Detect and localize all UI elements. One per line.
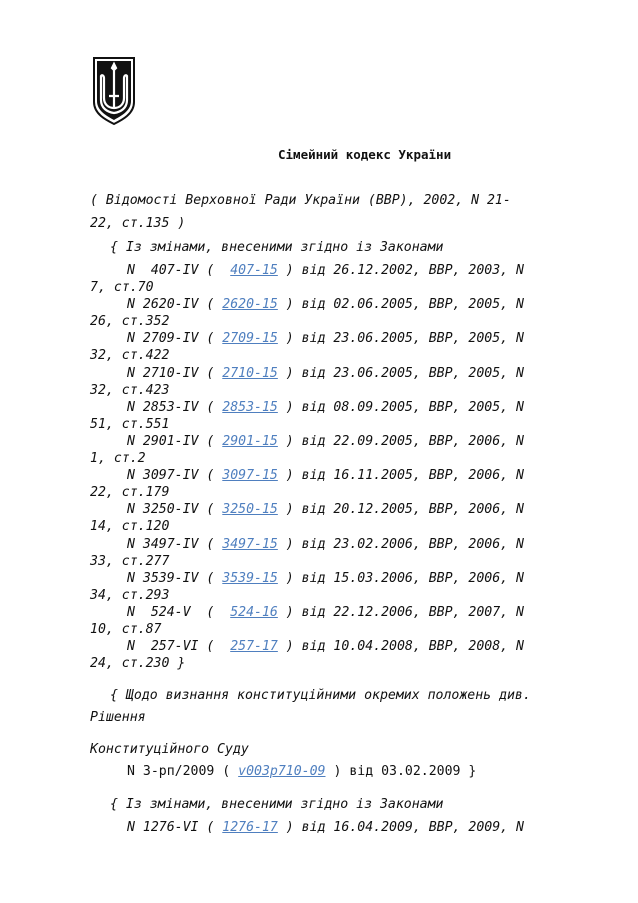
amendment-link[interactable]: 2709-15	[222, 331, 278, 346]
amendment-link[interactable]: 3497-15	[222, 537, 278, 552]
amendment-continuation: 24, ст.230 }	[90, 656, 186, 671]
amendment-continuation: 22, ст.179	[90, 485, 170, 500]
amendment-link[interactable]: 2901-15	[222, 434, 278, 449]
amendment-row	[127, 434, 524, 450]
amendment-suffix: ) від 16.11.2005, ВВР, 2006, N	[277, 468, 524, 483]
amendment-row	[127, 537, 524, 553]
amendment-prefix: N 2901-IV (	[127, 434, 223, 449]
decision-suffix: ) від 03.02.2009 }	[325, 764, 477, 779]
amendment-link[interactable]: 2853-15	[222, 400, 278, 415]
amendment-prefix: N 524-V (	[127, 605, 231, 620]
amendment-prefix: N 2853-IV (	[127, 400, 223, 415]
decision-link[interactable]: v003p710-09	[238, 764, 326, 779]
ukraine-trident-emblem-icon	[90, 56, 138, 126]
amendment-link[interactable]: 257-17	[230, 639, 278, 654]
amendment-prefix: N 3497-IV (	[127, 537, 223, 552]
amendment-row	[127, 502, 524, 518]
amendment-prefix: N 257-VI (	[127, 639, 231, 654]
page-title: Сімейний кодекс України	[278, 147, 452, 162]
amendment-suffix: ) від 02.06.2005, ВВР, 2005, N	[277, 297, 524, 312]
amendment-prefix: N 3539-IV (	[127, 571, 223, 586]
decision-prefix: N 3-рп/2009 (	[127, 764, 239, 779]
amendment-continuation: 33, ст.277	[90, 554, 170, 569]
amendment-suffix: ) від 20.12.2005, ВВР, 2006, N	[277, 502, 524, 517]
amendment-row	[127, 263, 524, 279]
amendment-link[interactable]: 2620-15	[222, 297, 278, 312]
source-line-2: 22, ст.135 )	[90, 216, 186, 231]
amendments2-suffix: ) від 16.04.2009, ВВР, 2009, N	[277, 820, 524, 835]
constitutional-decision	[127, 764, 476, 780]
constitutional-line-1: { Щодо визнання конституційними окремих положень див.	[110, 688, 531, 703]
amendment-continuation: 10, ст.87	[90, 622, 162, 637]
amendment-continuation: 32, ст.423	[90, 383, 170, 398]
amendment-continuation: 32, ст.422	[90, 348, 170, 363]
amendment-link[interactable]: 3539-15	[222, 571, 278, 586]
amendment-suffix: ) від 22.09.2005, ВВР, 2006, N	[277, 434, 524, 449]
amendment-suffix: ) від 22.12.2006, ВВР, 2007, N	[277, 605, 524, 620]
amendment-suffix: ) від 08.09.2005, ВВР, 2005, N	[277, 400, 524, 415]
amendment-row	[127, 366, 524, 382]
amendment-link[interactable]: 3097-15	[222, 468, 278, 483]
amendment-row	[127, 468, 524, 484]
amendment-row	[127, 297, 524, 313]
amendment-prefix: N 3250-IV (	[127, 502, 223, 517]
amendments2-link[interactable]: 1276-17	[222, 820, 278, 835]
amendment-suffix: ) від 23.02.2006, ВВР, 2006, N	[277, 537, 524, 552]
constitutional-line-3: Конституційного Суду	[90, 742, 249, 757]
amendment-link[interactable]: 407-15	[230, 263, 278, 278]
amendment-suffix: ) від 15.03.2006, ВВР, 2006, N	[277, 571, 524, 586]
amendment-prefix: N 2709-IV (	[127, 331, 223, 346]
amendment-continuation: 51, ст.551	[90, 417, 170, 432]
amendment-suffix: ) від 23.06.2005, ВВР, 2005, N	[277, 331, 524, 346]
amendment-prefix: N 3097-IV (	[127, 468, 223, 483]
amendment-continuation: 14, ст.120	[90, 519, 170, 534]
amendment-suffix: ) від 23.06.2005, ВВР, 2005, N	[277, 366, 524, 381]
amendments2-prefix: N 1276-VI (	[127, 820, 223, 835]
amendment-continuation: 7, ст.70	[90, 280, 154, 295]
amendment-continuation: 34, ст.293	[90, 588, 170, 603]
amendment-prefix: N 407-IV (	[127, 263, 231, 278]
amendment-suffix: ) від 10.04.2008, ВВР, 2008, N	[277, 639, 524, 654]
amendment-continuation: 1, ст.2	[90, 451, 146, 466]
amendment-row	[127, 605, 524, 621]
amendment-row	[127, 400, 524, 416]
amendment-row	[127, 639, 524, 655]
amendment-prefix: N 2710-IV (	[127, 366, 223, 381]
amendment-link[interactable]: 3250-15	[222, 502, 278, 517]
amendment-continuation: 26, ст.352	[90, 314, 170, 329]
amendment-link[interactable]: 2710-15	[222, 366, 278, 381]
amendment-link[interactable]: 524-16	[230, 605, 278, 620]
amendment-prefix: N 2620-IV (	[127, 297, 223, 312]
amendments2-intro: { Із змінами, внесеними згідно із Законами	[110, 797, 444, 812]
constitutional-line-2: Рішення	[90, 710, 146, 725]
amendment-row	[127, 571, 524, 587]
amendments-intro: { Із змінами, внесеними згідно із Законами	[110, 240, 444, 255]
amendments2-row	[127, 820, 524, 836]
amendment-suffix: ) від 26.12.2002, ВВР, 2003, N	[277, 263, 524, 278]
source-line-1: ( Відомості Верховної Ради України (ВВР), 2002, N 21-	[90, 193, 511, 208]
amendment-row	[127, 331, 524, 347]
